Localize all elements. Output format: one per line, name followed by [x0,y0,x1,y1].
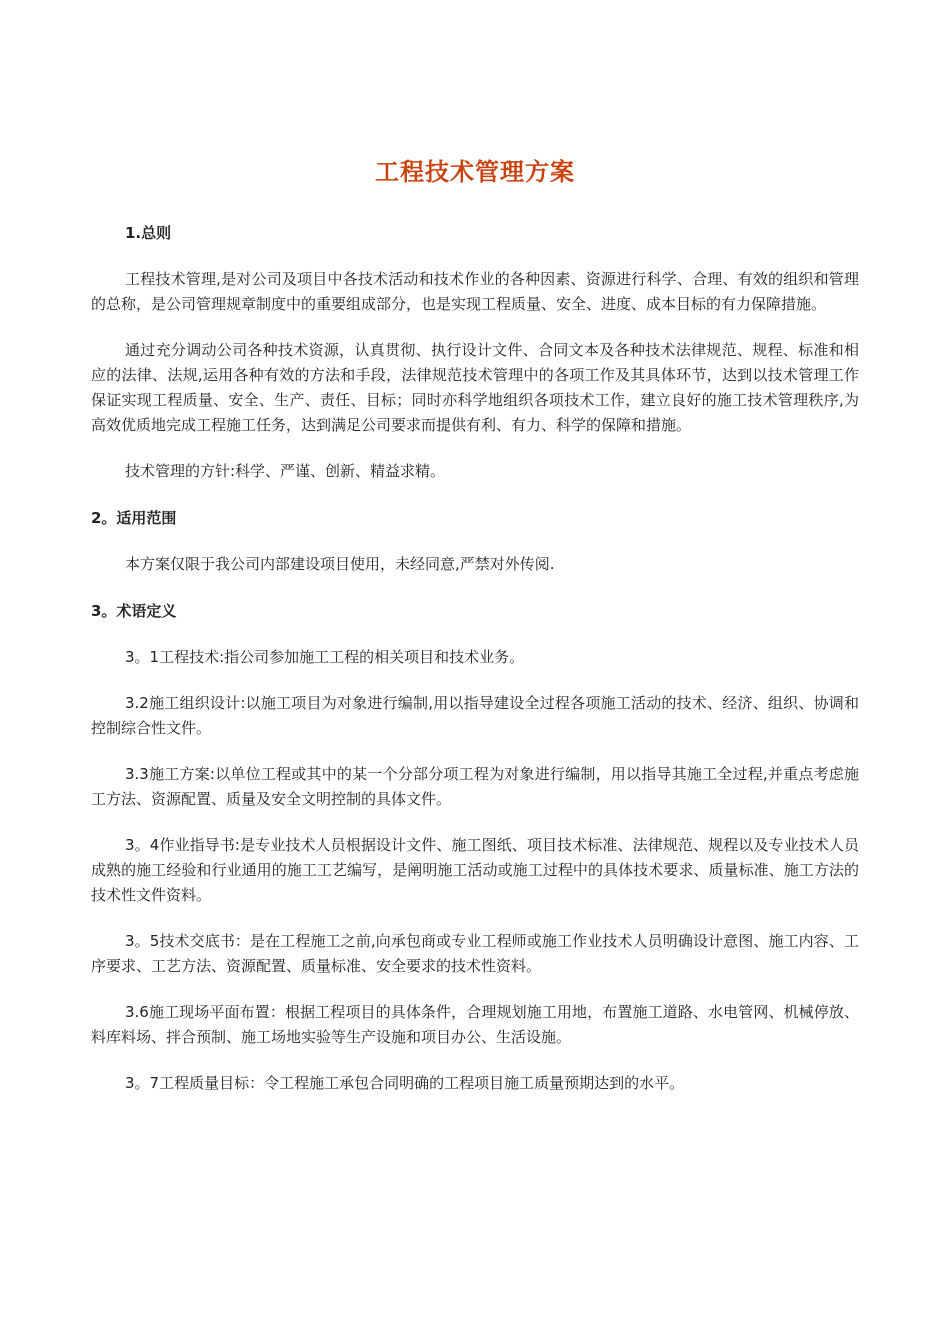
term-definition-3-1: 3。1工程技术:指公司参加施工工程的相关项目和技术业务。 [125,648,525,666]
section-heading-terms: 3。术语定义 [91,602,177,620]
paragraph-general-1: 工程技术管理,是对公司及项目中各技术活动和技术作业的各种因素、资源进行科学、合理、有效的组织和管理的总称，是公司管理规章制度中的重要组成部分，也是实现工程质量、安全、进度、成本目标的有力保障措施。 [91,270,859,313]
paragraph-scope-1: 本方案仅限于我公司内部建设项目使用，未经同意,严禁对外传阅. [125,555,555,573]
section-heading-general: 1.总则 [125,224,172,242]
term-definition-3-2: 3.2施工组织设计:以施工项目为对象进行编制,用以指导建设全过程各项施工活动的技术、经济、组织、协调和控制综合性文件。 [91,694,859,737]
term-definition-3-6: 3.6施工现场平面布置：根据工程项目的具体条件，合理规划施工用地，布置施工道路、水电管网、机械停放、料库料场、拌合预制、施工场地实验等生产设施和项目办公、生活设施。 [91,1003,859,1046]
section-heading-scope: 2。适用范围 [91,509,177,527]
paragraph-general-2: 通过充分调动公司各种技术资源，认真贯彻、执行设计文件、合同文本及各种技术法律规范、规程、标准和相应的法律、法规,运用各种有效的方法和手段，法律规范技术管理中的各项工作及其具体环节，达到以技术管理工作保证实现工程质量、安全、生产、责任、目标；同时亦科学地组织各项技术工作，建立良好的施工技术管理秩序,为高效优质地完成工程施工任务，达到满足公司要求而提供有利、有力、科学的保障和措施。 [91,341,859,434]
term-definition-3-4: 3。4作业指导书:是专业技术人员根据设计文件、施工图纸、项目技术标准、法律规范、规程以及专业技术人员成熟的施工经验和行业通用的施工工艺编写，是阐明施工活动或施工过程中的具体技术要求、质量标准、施工方法的技术性文件资料。 [91,836,859,904]
document-body [91,220,859,1117]
term-definition-3-7: 3。7工程质量目标：令工程施工承包合同明确的工程项目施工质量预期达到的水平。 [125,1074,685,1092]
term-definition-3-3: 3.3施工方案:以单位工程或其中的某一个分部分项工程为对象进行编制，用以指导其施工全过程,并重点考虑施工方法、资源配置、质量及安全文明控制的具体文件。 [91,765,859,808]
document-title: 工程技术管理方案 [375,158,575,186]
term-definition-3-5: 3。5技术交底书：是在工程施工之前,向承包商或专业工程师或施工作业技术人员明确设计意图、施工内容、工序要求、工艺方法、资源配置、质量标准、安全要求的技术性资料。 [91,932,859,975]
paragraph-general-3: 技术管理的方针:科学、严谨、创新、精益求精。 [125,462,446,480]
